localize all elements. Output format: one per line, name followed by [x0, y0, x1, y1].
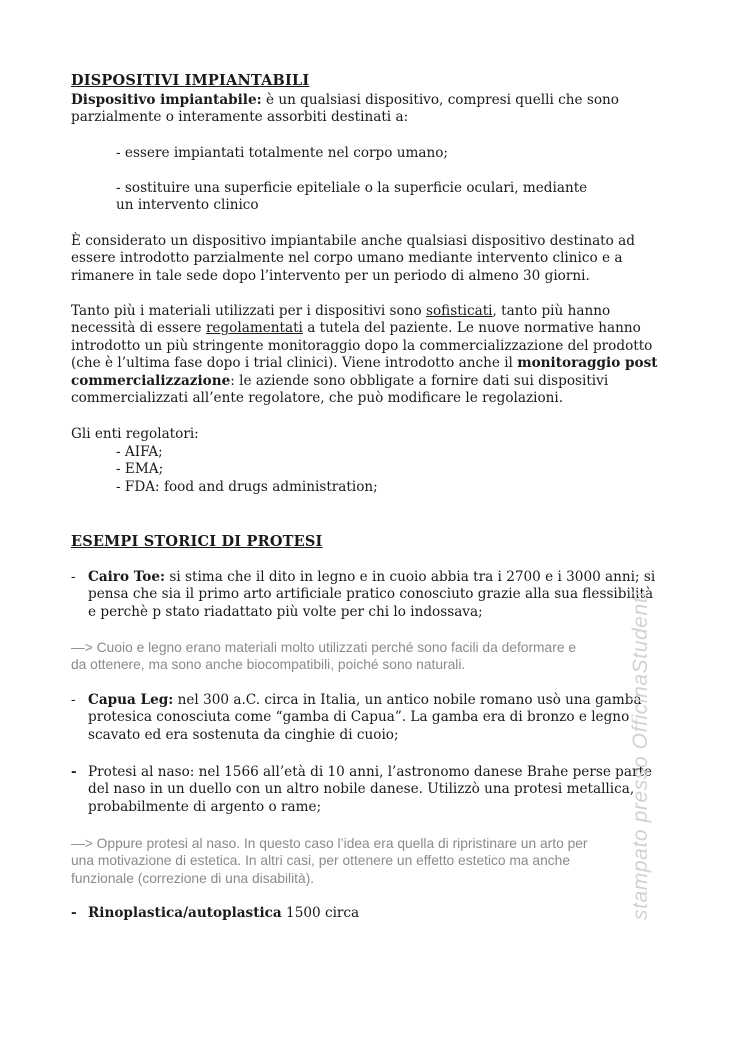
bullet-dash: -: [71, 692, 76, 708]
rinoplastica-item: Rinoplastica/autoplastica 1500 circa: [88, 905, 360, 921]
definition-term: Dispositivo impiantabile:: [71, 92, 262, 108]
section-title-dispositivi: DISPOSITIVI IMPIANTABILI: [71, 72, 310, 89]
list-item: - essere impiantati totalmente nel corpo umano;: [116, 145, 448, 161]
paragraph-impiantabile: È considerato un dispositivo impiantabile anche qualsiasi dispositivo destinato ad essere introdotto parzialmente nel corpo umano mediante intervento clinico e a rimanere in tale sede dopo l’intervento per un periodo di almeno 30 giorni.: [71, 233, 635, 284]
definition-paragraph: Dispositivo impiantabile: è un qualsiasi dispositivo, compresi quelli che sono parzialmente o interamente assorbiti destinati a:: [71, 92, 619, 126]
note-protesi-naso: —> Oppure protesi al naso. In questo caso l’idea era quella di ripristinare un arto per una motivazione di estetica. In altri casi, per ottenere un effetto estetico ma anche funzionale (correzione di una disabilità).: [71, 836, 588, 886]
bullet-dash: -: [71, 569, 76, 585]
regulator-item: - EMA;: [116, 461, 164, 477]
list-item: - sostituire una superficie epiteliale o la superficie oculari, mediante un intervento clinico: [116, 180, 588, 214]
bullet-dash: -: [71, 905, 77, 921]
watermark-text: stampato presso OfficinaStudenti: [629, 591, 652, 920]
regulator-item: - FDA: food and drugs administration;: [116, 479, 378, 495]
bullet-dash: -: [71, 764, 77, 780]
regulator-item: - AIFA;: [116, 444, 163, 460]
section-title-esempi: ESEMPI STORICI DI PROTESI: [71, 533, 323, 550]
cairo-toe-item: Cairo Toe: si stima che il dito in legno e in cuoio abbia tra i 2700 e i 3000 anni; si pensa che sia il primo arto artificiale pratico conosciuto grazie alla sua flessibilità e perchè p stato riadattato più volte per chi lo indossava;: [88, 569, 656, 620]
paragraph-regolamentazione: Tanto più i materiali utilizzati per i dispositivi sono sofisticati, tanto più hanno necessità di essere regolamentati a tutela del paziente. Le nuove normative hanno introdotto un più stringente monitoraggio dopo la commercializzazione del prodotto (che è l’ultima fase dopo i trial clinici). Viene introdotto anche il monitoraggio post commercializzazione: le aziende sono obbligate a fornire dati sui dispositivi commercializzati all’ente regolatore, che può modificare le regolazioni.: [71, 303, 658, 407]
nose-prosthesis-item: Protesi al naso: nel 1566 all’età di 10 anni, l’astronomo danese Brahe perse parte del naso in un duello con un altro nobile danese. Utilizzò una protesi metallica, probabilmente di argento o rame;: [88, 764, 652, 815]
regulators-intro: Gli enti regolatori:: [71, 426, 199, 442]
capua-leg-item: Capua Leg: nel 300 a.C. circa in Italia, un antico nobile romano usò una gamba protesica conosciuta come “gamba di Capua”. La gamba era di bronzo e legno scavato ed era sostenuta da cinghie di cuoio;: [88, 692, 642, 743]
note-cuoio-legno: —> Cuoio e legno erano materiali molto utilizzati perché sono facili da deformare e da ottenere, ma sono anche biocompatibili, poiché sono naturali.: [71, 640, 577, 673]
